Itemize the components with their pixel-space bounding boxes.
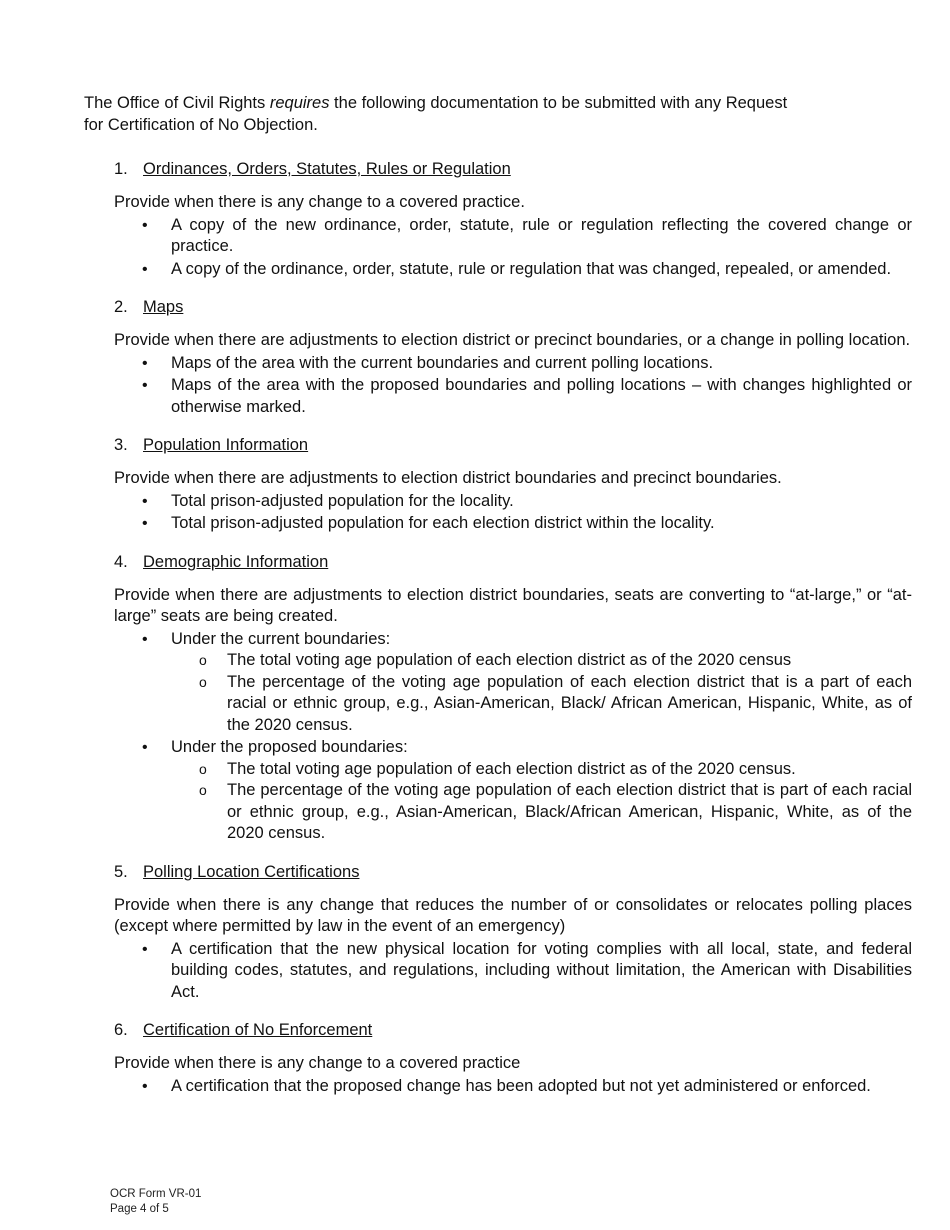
sub-bullet-item [171,759,912,781]
bullet-icon: • [142,492,148,510]
circle-bullet-icon: o [199,652,207,668]
circle-bullet-icon: o [199,782,207,798]
section-6 [114,1019,912,1097]
section-number: 3. [114,436,128,454]
section-heading [114,158,912,180]
bullet-item [114,375,912,418]
intro-paragraph [84,92,804,136]
bullet-text: A certification that the proposed change has been adopted but not yet administered or enforced. [171,1076,871,1095]
section-description: Provide when there is any change to a covered practice. [114,193,525,211]
bullet-icon: • [142,940,148,958]
bullet-text: Under the current boundaries: [171,629,391,648]
sub-bullet-text: The total voting age population of each election district as of the 2020 census [227,651,792,669]
section-title: Population Information [143,436,309,454]
bullet-text: Total prison-adjusted population for the locality. [171,491,514,510]
bullet-list [114,491,912,535]
section-description: Provide when there is any change to a covered practice [114,1054,521,1072]
bullet-icon: • [142,260,148,278]
bullet-icon: • [142,1077,148,1095]
bullet-text: Maps of the area with the proposed boundaries and polling locations – with changes highlighted or otherwise marked. [171,376,912,416]
bullet-item [114,491,912,513]
bullet-item [114,259,912,281]
section-heading [114,434,912,456]
circle-bullet-icon: o [199,760,207,777]
bullet-item [114,353,912,375]
bullet-icon: • [142,630,148,648]
bullet-list [114,353,912,419]
section-title: Certification of No Enforcement [143,1021,373,1039]
circle-bullet-icon: o [199,673,207,690]
section-number: 5. [114,862,128,881]
sub-bullet-text: The total voting age population of each election district as of the 2020 census. [227,759,796,778]
section-title: Polling Location Certifications [143,862,360,881]
section-title: Ordinances, Orders, Statutes, Rules or Regulation [143,160,511,178]
sub-bullet-item [171,780,912,845]
section-heading [114,551,912,573]
section-4 [114,551,912,845]
bullet-text: Maps of the area with the current boundaries and current polling locations. [171,353,714,372]
bullet-text: A copy of the new ordinance, order, statute, rule or regulation reflecting the covered change or practice. [171,215,912,255]
section-5 [114,861,912,1004]
bullet-icon: • [142,515,148,532]
bullet-item [114,215,912,258]
section-2 [114,296,912,418]
page-footer [110,1187,201,1217]
section-description: Provide when there is any change that reduces the number of or consolidates or relocates polling places (except where permitted by law in the event of an emergency) [114,895,912,935]
sub-bullet-list [171,650,912,736]
sub-bullet-item [171,650,912,672]
bullet-icon: • [142,739,148,756]
bullet-icon: • [142,216,148,234]
intro-emphasis: requires [269,94,330,112]
bullet-item [114,629,912,737]
section-heading [114,1019,912,1041]
section-heading [114,861,912,883]
bullet-item [114,737,912,845]
intro-text-end: the following documentation to be submitted with any Request for Certification of No Objection. [84,94,788,134]
bullet-icon: • [142,354,148,372]
bullet-list [114,629,912,845]
section-number: 2. [114,298,128,316]
section-number: 6. [114,1021,128,1039]
page-number: Page 4 of 5 [110,1203,169,1215]
sub-bullet-text: The percentage of the voting age population of each election district that is a part of each racial or ethnic group, e.g., Asian-American, Black/ African American, Hispanic, White, as of the 2020 census. [227,672,912,734]
form-id: OCR Form VR-01 [110,1188,202,1200]
bullet-text: Under the proposed boundaries: [171,738,408,756]
section-description: Provide when there are adjustments to election district boundaries and precinct boundaries. [114,469,782,487]
bullet-text: A copy of the ordinance, order, statute, rule or regulation that was changed, repealed, or amended. [171,259,892,278]
bullet-icon: • [142,377,148,394]
bullet-text: A certification that the new physical location for voting complies with all local, state, and federal building codes, statutes, and regulations, including without limitation, the American with Disabilities Act. [171,939,912,1001]
bullet-text: Total prison-adjusted population for each election district within the locality. [171,514,715,532]
section-title: Maps [143,298,184,316]
section-description: Provide when there are adjustments to election district or precinct boundaries, or a change in polling location. [114,331,911,349]
bullet-item [114,939,912,1004]
section-number: 4. [114,552,128,571]
section-heading [114,296,912,318]
bullet-item [114,1076,912,1098]
bullet-list [114,215,912,281]
section-description: Provide when there are adjustments to election district boundaries, seats are converting to “at-large,” or “at-large” seats are being created. [114,585,912,625]
bullet-list [114,1076,912,1098]
section-number: 1. [114,160,128,178]
sub-bullet-text: The percentage of the voting age population of each election district that is part of each racial or ethnic group, e.g., Asian-American, Black/African American, Hispanic, White, as of the 2020 census. [227,781,912,842]
requirements-list [114,158,912,1113]
bullet-list [114,939,912,1004]
sub-bullet-item [171,672,912,737]
bullet-item [114,513,912,535]
section-title: Demographic Information [143,552,329,571]
section-1 [114,158,912,280]
section-3 [114,434,912,535]
sub-bullet-list [171,759,912,845]
intro-text-start: The Office of Civil Rights [84,94,270,112]
